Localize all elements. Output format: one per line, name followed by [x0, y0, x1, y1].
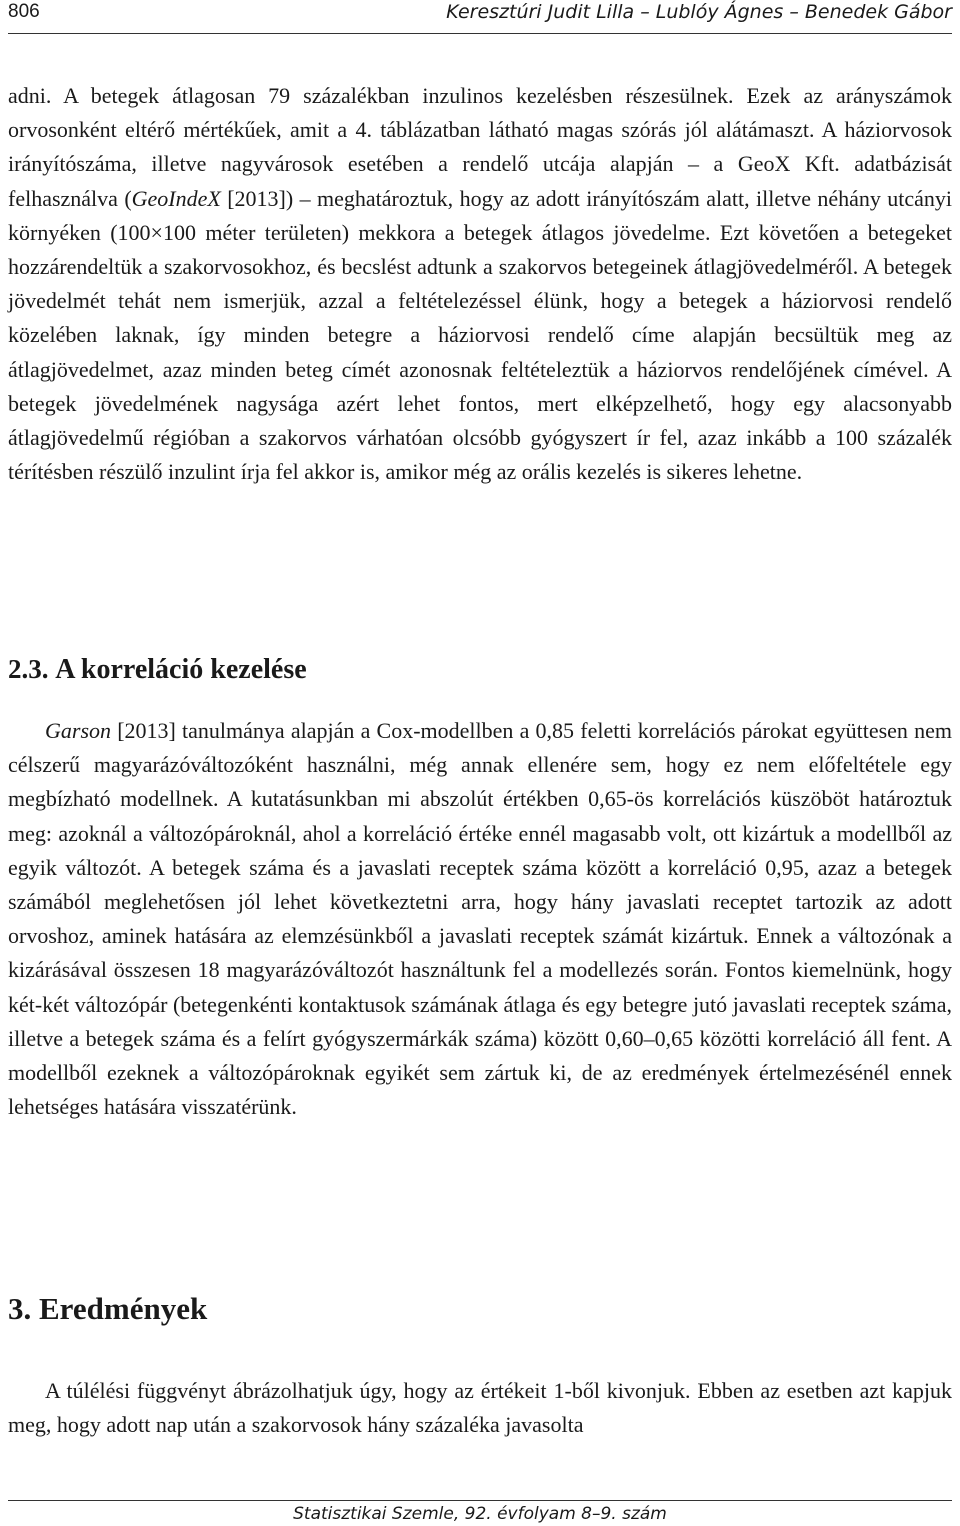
section-heading-3: [8, 1287, 207, 1331]
body-paragraph-3: [8, 1374, 952, 1442]
paragraph-text: adni. A betegek átlagosan 79 százalékban inzulinos kezelésben részesülnek. Ezek az arányszámok orvosonként eltérő mértékűek, amit a 4. táblázatban látható magas szórás jól alátámaszt. A háziorvosok irányítószáma, illetve nagyvárosok esetében a rendelő utcája alapján – a GeoX Kft. adatbázisát felhasználva (: [8, 83, 952, 211]
paragraph-text: [2013] tanulmánya alapján a Cox-modellben a 0,85 feletti korrelációs párokat együttesen nem célszerű magyarázóváltozóként használni, még annak ellenére sem, hogy ez nem előfeltétele egy megbízható modellnek. A kutatásunkban mi abszolút értékben 0,65-ös korrelációs küszöböt határoztuk meg: azoknál a változópároknál, ahol a korreláció értéke ennél magasabb volt, ott kizártuk a modellből az egyik változót. A betegek száma és a javaslati receptek száma között a korreláció 0,95, azaz a betegek számából meglehetősen jól lehet következtetni arra, hogy hány javaslati receptet tartozik az adott orvoshoz, aminek hatására az elemzésünkből a javaslati receptek számát kizártuk. Ennek a változónak a kizárásával összesen 18 magyarázóváltozót használtunk fel a modellezés során. Fontos kiemelnünk, hogy két-két változópár (betegenkénti kontaktusok számának átlaga és egy betegre jutó javaslati receptek száma, illetve a betegek száma és a felírt gyógyszermárkák száma) között 0,60–0,65 közötti korreláció áll fent. A modellből ezeknek a változópároknak egyikét sem zártuk ki, de az eredmények értelmezésénél ennek lehetséges hatására visszatérünk.: [8, 718, 952, 1120]
journal-footer: Statisztikai Szemle, 92. évfolyam 8–9. szám: [293, 1504, 667, 1524]
body-paragraph-2: [8, 714, 952, 1124]
italic-author-name: Garson: [45, 718, 112, 743]
paragraph-text-continued: [2013]) – meghatároztuk, hogy az adott irányítószám alatt, illetve néhány utcányi környéken (100×100 méter területen) mekkora a betegek átlagos jövedelme. Ezt követően a betegeket hozzárendeltük a szakorvosokhoz, és becslést adtunk a szakorvos betegeinek átlagjövedelméről. A betegek jövedelmét tehát nem ismerjük, azzal a feltételezéssel élünk, hogy a betegek a háziorvosi rendelő közelében laknak, így minden betegre a háziorvosi rendelő címe alapján becsültük meg az átlagjövedelmet, azaz minden beteg címét azonosnak feltételeztük a háziorvos rendelőjének címével. A betegek jövedelmének nagysága azért lehet fontos, mert elképzelhető, hogy egy alacsonyabb átlagjövedelmű régióban a szakorvos várhatóan olcsóbb gyógyszert ír fel, azaz inkább a 100 százalék térítésben részülő inzulint írja fel akkor is, amikor még az orális kezelés is sikeres lehetne.: [8, 185, 953, 485]
section-title: A korreláció kezelése: [55, 654, 307, 685]
section-heading-2-3: [8, 649, 307, 690]
section-number: 3.: [8, 1291, 32, 1326]
header-divider: [8, 33, 952, 34]
page-number: 806: [8, 1, 40, 22]
paragraph-text: A túlélési függvényt ábrázolhatjuk úgy, hogy az értékeit 1-ből kivonjuk. Ebben az esetben azt kapjuk meg, hogy adott nap után a szakorvosok hány százaléka javasolta: [8, 1378, 952, 1438]
section-title: Eredmények: [39, 1291, 208, 1326]
body-paragraph-1: [8, 79, 952, 489]
running-head-authors: Keresztúri Judit Lilla – Lublóy Ágnes – Benedek Gábor: [446, 1, 952, 23]
footer-divider: [8, 1500, 952, 1501]
section-number: 2.3.: [8, 654, 49, 684]
italic-source-name: GeoIndeX: [131, 185, 221, 211]
running-header: [8, 0, 952, 28]
